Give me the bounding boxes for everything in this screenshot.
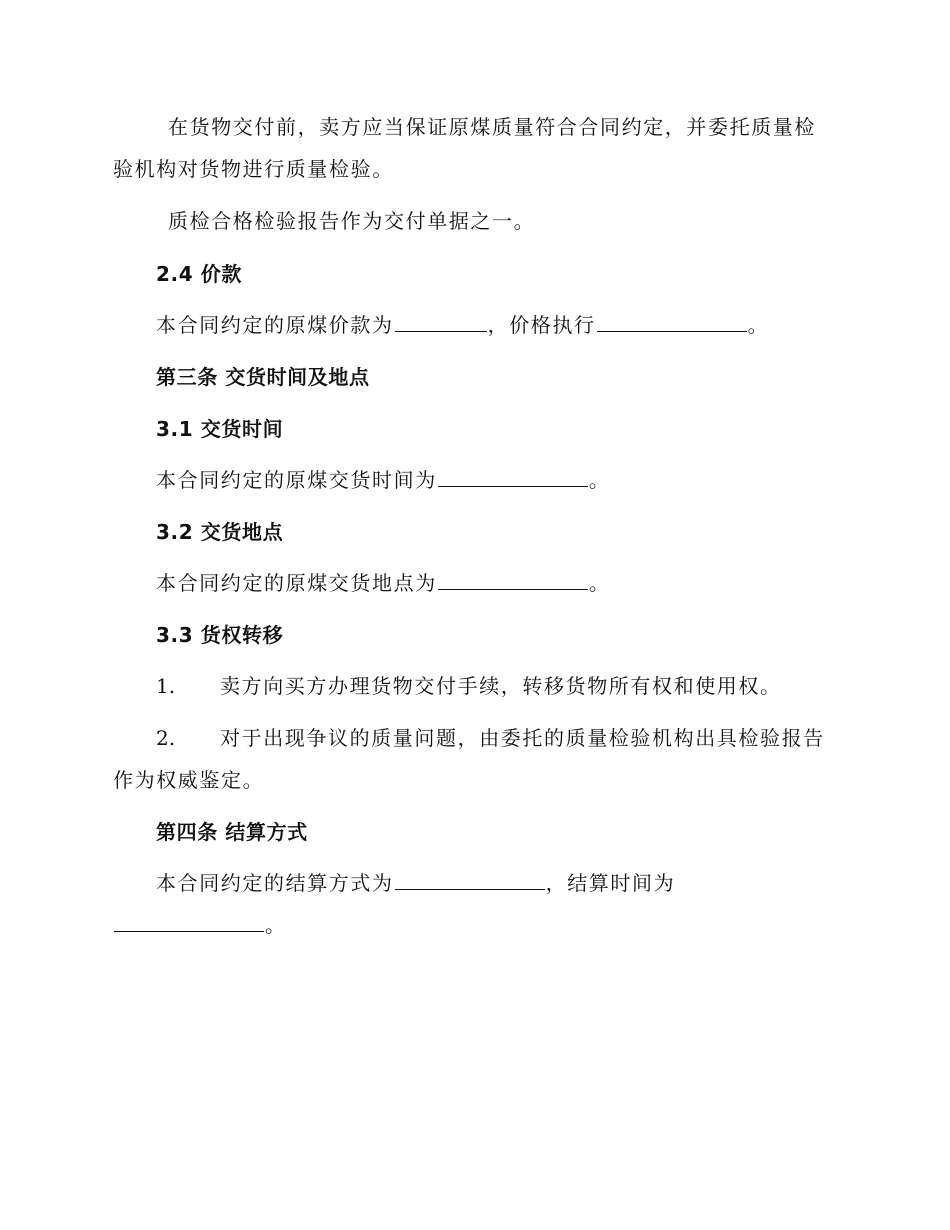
heading-3-2-delivery-place: 3.2 交货地点: [156, 520, 284, 544]
price-text-1: 本合同约定的原煤价款为: [156, 313, 394, 337]
paragraph-inspection-report: 质检合格检验报告作为交付单据之一。: [168, 209, 536, 233]
delivery-time-blank: [438, 466, 588, 487]
heading-2-4-price: 2.4 价款: [156, 262, 242, 286]
heading-3-3-title-transfer: 3.3 货权转移: [156, 623, 284, 647]
settlement-text-1: 本合同约定的结算方式为: [156, 871, 394, 895]
heading-article-4: 第四条 结算方式: [156, 820, 308, 844]
heading-3-1-delivery-time: 3.1 交货时间: [156, 417, 284, 441]
settlement-method-blank: [395, 869, 545, 890]
delivery-place-text-1: 本合同约定的原煤交货地点为: [156, 571, 437, 595]
delivery-place-blank: [438, 569, 588, 590]
paragraph-settlement-line2: [113, 911, 287, 939]
list-item-1-number: 1.: [156, 674, 176, 698]
price-text-3: 。: [747, 313, 770, 337]
paragraph-quality-line1: 在货物交付前，卖方应当保证原煤质量符合合同约定，并委托质量检: [168, 115, 816, 139]
list-item-2-line2: 作为权威鉴定。: [113, 768, 265, 792]
paragraph-price: [156, 311, 769, 339]
delivery-time-text-1: 本合同约定的原煤交货时间为: [156, 468, 437, 492]
price-blank: [395, 311, 487, 332]
list-item-2-line1: [156, 724, 825, 752]
delivery-place-text-2: 。: [588, 571, 611, 595]
settlement-text-3: 。: [265, 913, 287, 937]
paragraph-delivery-place: [156, 569, 610, 597]
paragraph-quality-line2: 验机构对货物进行质量检验。: [113, 157, 394, 181]
price-text-2: ，价格执行: [487, 313, 596, 337]
paragraph-delivery-time: [156, 466, 610, 494]
list-item-2-text-line1: 对于出现争议的质量问题，由委托的质量检验机构出具检验报告: [220, 726, 825, 750]
paragraph-settlement-line1: [156, 869, 675, 897]
list-item-2-number: 2.: [156, 726, 176, 750]
list-item-1: [156, 672, 782, 700]
price-basis-blank: [597, 311, 747, 332]
settlement-time-blank: [114, 911, 264, 932]
heading-article-3: 第三条 交货时间及地点: [156, 365, 370, 389]
settlement-text-2: ，结算时间为: [545, 871, 676, 895]
delivery-time-text-2: 。: [588, 468, 611, 492]
list-item-1-text: 卖方向买方办理货物交付手续，转移货物所有权和使用权。: [220, 674, 782, 698]
